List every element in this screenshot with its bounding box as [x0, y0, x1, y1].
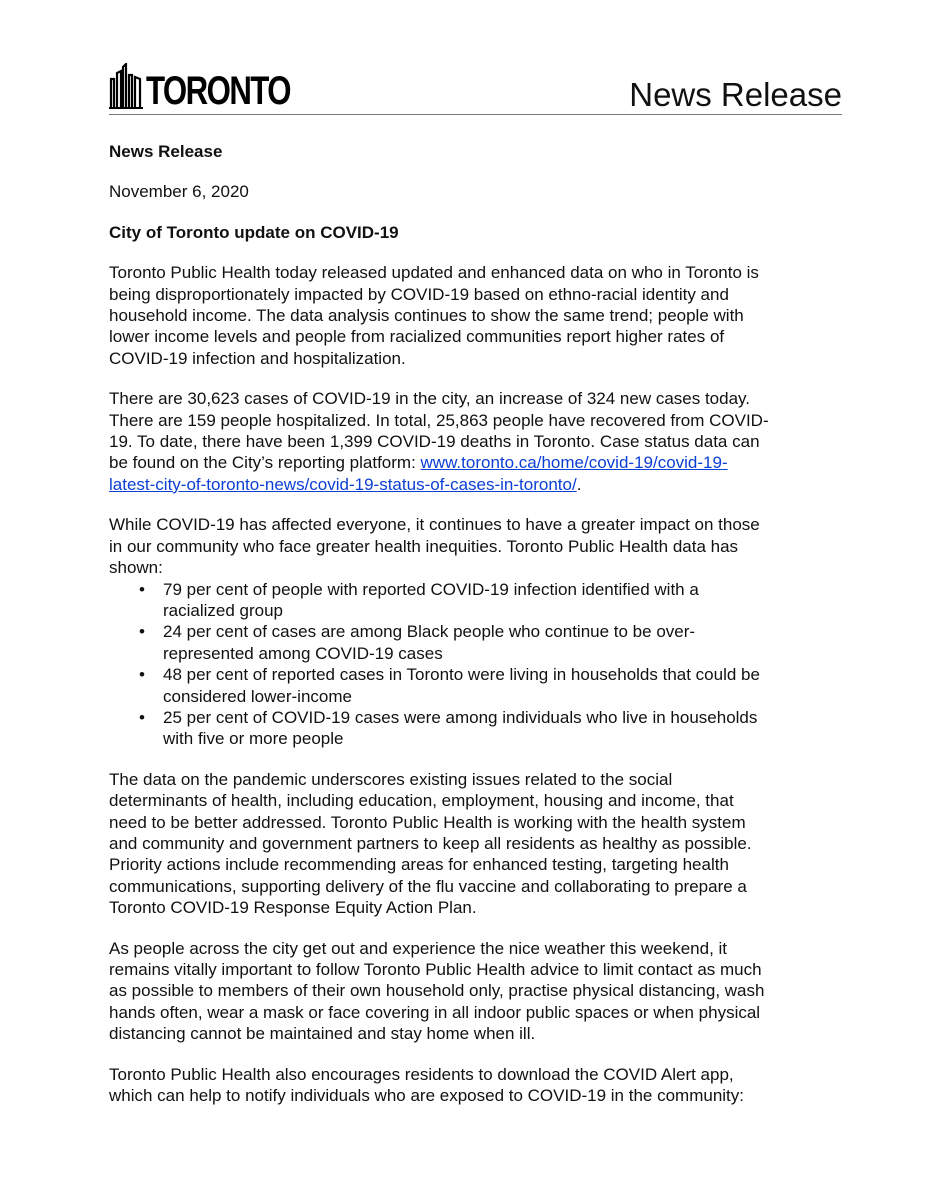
text-line: [109, 514, 849, 535]
text-segment: Priority actions include recommending areas for enhanced testing, targeting health: [109, 855, 729, 875]
text-line: • 79 per cent of people with reported COVID-19 infection identified with a: [163, 579, 699, 599]
text-segment: be found on the City’s reporting platform:: [109, 453, 421, 473]
status-of-cases-link[interactable]: www.toronto.ca/home/covid-19/covid-19-: [420, 453, 728, 473]
text-line: [109, 1064, 849, 1085]
text-segment: being disproportionately impacted by COVID-19 based on ethno-racial identity and: [109, 284, 729, 304]
paragraph: [109, 938, 849, 1045]
city-hall-icon: [109, 63, 143, 109]
text-segment: distancing cannot be maintained and stay home when ill.: [109, 1024, 536, 1044]
text-line: [109, 388, 849, 409]
header-title: News Release: [629, 76, 842, 113]
text-segment: There are 159 people hospitalized. In total, 25,863 people have recovered from COVID-: [109, 410, 769, 430]
text-line: [109, 1002, 849, 1023]
text-segment: There are 30,623 cases of COVID-19 in the city, an increase of 324 new cases today.: [109, 389, 750, 409]
text-line: • 25 per cent of COVID-19 cases were among individuals who live in households: [163, 707, 758, 727]
text-line: [109, 769, 849, 790]
text-line: [109, 959, 849, 980]
paragraph: [109, 514, 849, 749]
text-line: [109, 284, 849, 305]
status-of-cases-link[interactable]: latest-city-of-toronto-news/covid-19-status-of-cases-in-toronto/: [109, 474, 577, 494]
text-line: [109, 326, 849, 347]
text-line: with five or more people: [163, 729, 344, 749]
paragraph: [109, 388, 849, 495]
header-divider: [109, 114, 842, 115]
text-segment: and community and government partners to keep all residents as healthy as possible.: [109, 833, 752, 853]
list-item: [109, 664, 849, 707]
text-segment: hands often, wear a mask or face covering in all indoor public spaces or when physical: [109, 1002, 761, 1022]
text-line: [109, 1023, 849, 1044]
text-segment: household income. The data analysis continues to show the same trend; people with: [109, 306, 744, 326]
text-segment: as possible to members of their own household only, practise physical distancing, wash: [109, 981, 765, 1001]
paragraph: [109, 262, 849, 369]
toronto-logo: [109, 63, 331, 113]
text-line: • 48 per cent of reported cases in Toronto were living in households that could be: [163, 665, 760, 685]
text-line: [109, 980, 849, 1001]
text-line: [109, 812, 849, 833]
text-segment: 19. To date, there have been 1,399 COVID-19 deaths in Toronto. Case status data can: [109, 432, 760, 452]
text-segment: shown:: [109, 558, 163, 578]
text-segment: lower income levels and people from racialized communities report higher rates of: [109, 327, 725, 347]
text-segment: Toronto Public Health also encourages residents to download the COVID Alert app,: [109, 1064, 734, 1084]
text-segment: need to be better addressed. Toronto Public Health is working with the health system: [109, 812, 746, 832]
text-line: [109, 790, 849, 811]
list-item: [109, 707, 849, 750]
paragraph: [109, 1064, 849, 1107]
text-segment: determinants of health, including education, employment, housing and income, that: [109, 791, 734, 811]
text-segment: The data on the pandemic underscores existing issues related to the social: [109, 769, 673, 789]
text-segment: COVID-19 infection and hospitalization.: [109, 348, 406, 368]
text-line: [109, 876, 849, 897]
text-line: considered lower-income: [163, 686, 352, 706]
paragraph: [109, 769, 849, 919]
headline: City of Toronto update on COVID-19: [109, 222, 399, 242]
text-segment: communications, supporting delivery of the flu vaccine and collaborating to prepare a: [109, 876, 747, 896]
text-line: [109, 262, 849, 283]
stats-list: [109, 579, 849, 750]
text-line: [109, 474, 849, 495]
text-line: [109, 897, 849, 918]
text-segment: .: [576, 474, 582, 494]
text-segment: Toronto Public Health today released updated and enhanced data on who in Toronto is: [109, 263, 759, 283]
text-line: [109, 348, 849, 369]
list-item: [109, 621, 849, 664]
text-line: [109, 305, 849, 326]
document-body: [109, 141, 849, 1125]
text-line: [109, 536, 849, 557]
text-segment: As people across the city get out and experience the nice weather this weekend, it: [109, 938, 728, 958]
release-date: November 6, 2020: [109, 182, 249, 202]
text-segment: Toronto COVID-19 Response Equity Action Plan.: [109, 898, 477, 918]
text-segment: While COVID-19 has affected everyone, it continues to have a greater impact on those: [109, 515, 760, 535]
text-line: [109, 410, 849, 431]
logo-wordmark: TORONTO: [146, 69, 290, 113]
text-line: [109, 833, 849, 854]
text-line: • 24 per cent of cases are among Black people who continue to be over-: [163, 622, 696, 642]
kicker: News Release: [109, 142, 223, 161]
text-segment: remains vitally important to follow Toronto Public Health advice to limit contact as much: [109, 960, 762, 979]
list-item: [109, 579, 849, 622]
text-line: [109, 938, 849, 959]
text-segment: which can help to notify individuals who are exposed to COVID-19 in the community:: [109, 1086, 744, 1106]
text-line: [109, 452, 849, 473]
text-line: [109, 557, 849, 578]
text-line: represented among COVID-19 cases: [163, 643, 443, 663]
text-line: racialized group: [163, 600, 284, 620]
text-line: [109, 431, 849, 452]
text-line: [109, 854, 849, 875]
text-line: [109, 1085, 849, 1106]
text-segment: in our community who face greater health inequities. Toronto Public Health data has: [109, 536, 739, 556]
